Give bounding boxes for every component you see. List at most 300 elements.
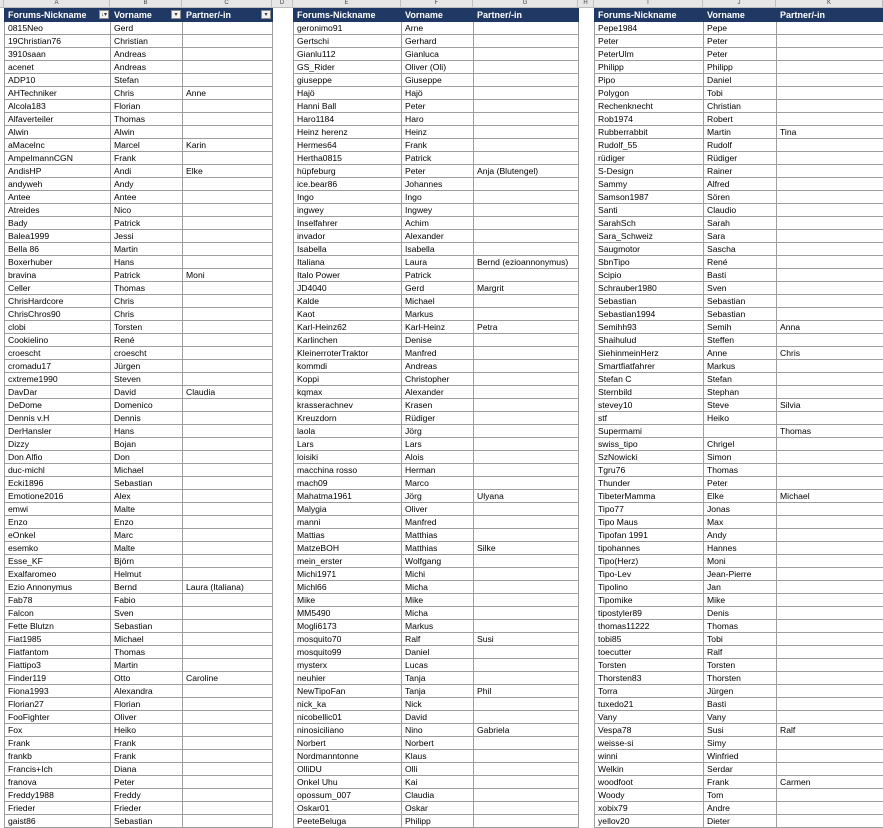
cell-nickname[interactable]: neuhier [294, 672, 402, 685]
header-partner[interactable] [183, 9, 273, 22]
cell-partner[interactable] [777, 763, 883, 776]
cell-partner[interactable] [474, 425, 579, 438]
cell-partner[interactable] [183, 113, 273, 126]
cell-vorname[interactable]: Patrick [402, 269, 474, 282]
cell-vorname[interactable]: David [111, 386, 183, 399]
cell-vorname[interactable]: Sascha [704, 243, 777, 256]
cell-vorname[interactable]: Manfred [402, 516, 474, 529]
cell-nickname[interactable]: Polygon [595, 87, 704, 100]
cell-partner[interactable] [474, 35, 579, 48]
cell-vorname[interactable]: Pepe [704, 22, 777, 35]
cell-vorname[interactable]: Sven [704, 282, 777, 295]
cell-partner[interactable] [183, 503, 273, 516]
cell-nickname[interactable]: Scipio [595, 269, 704, 282]
cell-partner[interactable] [474, 48, 579, 61]
cell-nickname[interactable]: Tipolino [595, 581, 704, 594]
cell-partner[interactable] [474, 373, 579, 386]
cell-vorname[interactable]: Enzo [111, 516, 183, 529]
cell-nickname[interactable]: Freddy1988 [5, 789, 111, 802]
cell-partner[interactable]: Chris [777, 347, 883, 360]
cell-nickname[interactable]: xobix79 [595, 802, 704, 815]
cell-partner[interactable] [777, 165, 883, 178]
cell-nickname[interactable]: esemko [5, 542, 111, 555]
cell-nickname[interactable]: Pepe1984 [595, 22, 704, 35]
cell-nickname[interactable]: Alwin [5, 126, 111, 139]
cell-partner[interactable] [777, 438, 883, 451]
cell-vorname[interactable]: Peter [402, 165, 474, 178]
cell-partner[interactable] [777, 282, 883, 295]
cell-vorname[interactable]: Sven [111, 607, 183, 620]
cell-nickname[interactable]: Tipo-Lev [595, 568, 704, 581]
cell-partner[interactable] [777, 61, 883, 74]
cell-nickname[interactable]: Thorsten83 [595, 672, 704, 685]
cell-nickname[interactable]: Enzo [5, 516, 111, 529]
cell-nickname[interactable]: Fette Blutzn [5, 620, 111, 633]
cell-nickname[interactable]: Supermami [595, 425, 704, 438]
cell-partner[interactable] [777, 412, 883, 425]
cell-nickname[interactable]: OlliDU [294, 763, 402, 776]
cell-vorname[interactable]: Christopher [402, 373, 474, 386]
cell-nickname[interactable]: S-Design [595, 165, 704, 178]
cell-partner[interactable] [183, 451, 273, 464]
cell-partner[interactable] [183, 360, 273, 373]
cell-vorname[interactable]: Ralf [402, 633, 474, 646]
cell-nickname[interactable]: Karl-Heinz62 [294, 321, 402, 334]
cell-partner[interactable] [183, 646, 273, 659]
cell-partner[interactable] [777, 633, 883, 646]
cell-nickname[interactable]: Kreuzdorn [294, 412, 402, 425]
cell-nickname[interactable]: Michl66 [294, 581, 402, 594]
cell-partner[interactable] [474, 74, 579, 87]
cell-vorname[interactable]: Thomas [111, 646, 183, 659]
cell-partner[interactable] [183, 659, 273, 672]
cell-nickname[interactable]: PeeteBeluga [294, 815, 402, 828]
cell-nickname[interactable]: NewTipoFan [294, 685, 402, 698]
cell-partner[interactable] [183, 399, 273, 412]
cell-partner[interactable] [183, 516, 273, 529]
cell-nickname[interactable]: Peter [595, 35, 704, 48]
cell-vorname[interactable]: Rudolf [704, 139, 777, 152]
cell-nickname[interactable]: Ezio Annonymus [5, 581, 111, 594]
cell-vorname[interactable]: Chrigel [704, 438, 777, 451]
cell-vorname[interactable]: Olli [402, 763, 474, 776]
cell-partner[interactable] [183, 477, 273, 490]
cell-nickname[interactable]: Shaihulud [595, 334, 704, 347]
cell-vorname[interactable]: Daniel [402, 646, 474, 659]
cell-vorname[interactable]: Sebastian [704, 308, 777, 321]
cell-partner[interactable] [474, 451, 579, 464]
cell-partner[interactable] [474, 464, 579, 477]
cell-partner[interactable] [777, 698, 883, 711]
cell-vorname[interactable]: Andreas [111, 48, 183, 61]
cell-partner[interactable]: Anna [777, 321, 883, 334]
cell-vorname[interactable]: René [111, 334, 183, 347]
cell-partner[interactable] [183, 555, 273, 568]
cell-vorname[interactable]: Heinz [402, 126, 474, 139]
cell-nickname[interactable]: stevey10 [595, 399, 704, 412]
cell-vorname[interactable]: Jan [704, 581, 777, 594]
cell-partner[interactable]: Anne [183, 87, 273, 100]
cell-partner[interactable] [474, 152, 579, 165]
cell-nickname[interactable]: Finder119 [5, 672, 111, 685]
cell-nickname[interactable]: Kaot [294, 308, 402, 321]
cell-vorname[interactable]: Patrick [111, 217, 183, 230]
cell-nickname[interactable]: Lars [294, 438, 402, 451]
cell-partner[interactable] [183, 22, 273, 35]
cell-vorname[interactable]: Alex [111, 490, 183, 503]
cell-partner[interactable] [474, 399, 579, 412]
cell-partner[interactable] [474, 581, 579, 594]
cell-partner[interactable] [474, 737, 579, 750]
cell-vorname[interactable]: Peter [704, 35, 777, 48]
cell-nickname[interactable]: hüpfeburg [294, 165, 402, 178]
cell-vorname[interactable]: Anne [704, 347, 777, 360]
cell-nickname[interactable]: Florian27 [5, 698, 111, 711]
cell-vorname[interactable]: Wolfgang [402, 555, 474, 568]
cell-nickname[interactable]: Gianlu112 [294, 48, 402, 61]
cell-nickname[interactable]: GS_Rider [294, 61, 402, 74]
cell-partner[interactable] [474, 139, 579, 152]
cell-nickname[interactable]: Tipo(Herz) [595, 555, 704, 568]
cell-vorname[interactable]: Frank [402, 139, 474, 152]
cell-nickname[interactable]: Malygia [294, 503, 402, 516]
cell-partner[interactable] [183, 152, 273, 165]
cell-vorname[interactable]: Oliver [402, 503, 474, 516]
cell-vorname[interactable]: Mike [704, 594, 777, 607]
cell-partner[interactable] [183, 295, 273, 308]
cell-partner[interactable] [183, 737, 273, 750]
cell-nickname[interactable]: Frank [5, 737, 111, 750]
cell-partner[interactable] [183, 100, 273, 113]
cell-partner[interactable] [777, 685, 883, 698]
cell-vorname[interactable]: Chris [111, 87, 183, 100]
cell-partner[interactable] [183, 698, 273, 711]
cell-partner[interactable] [777, 750, 883, 763]
cell-nickname[interactable]: yellov20 [595, 815, 704, 828]
cell-vorname[interactable]: Andi [111, 165, 183, 178]
cell-nickname[interactable]: Semihh93 [595, 321, 704, 334]
cell-partner[interactable] [777, 607, 883, 620]
cell-nickname[interactable]: Michi1971 [294, 568, 402, 581]
cell-vorname[interactable]: Andy [111, 178, 183, 191]
cell-vorname[interactable]: Michi [402, 568, 474, 581]
cell-nickname[interactable]: duc-michl [5, 464, 111, 477]
cell-partner[interactable] [777, 334, 883, 347]
header-partner[interactable] [777, 9, 883, 22]
cell-nickname[interactable]: Fiatfantom [5, 646, 111, 659]
cell-vorname[interactable]: Klaus [402, 750, 474, 763]
cell-nickname[interactable]: stf [595, 412, 704, 425]
cell-vorname[interactable]: Giuseppe [402, 74, 474, 87]
cell-nickname[interactable]: Sternbild [595, 386, 704, 399]
cell-nickname[interactable]: FooFighter [5, 711, 111, 724]
cell-partner[interactable] [777, 243, 883, 256]
column-letter-e[interactable]: E [293, 0, 401, 7]
cell-vorname[interactable]: Philipp [704, 61, 777, 74]
cell-vorname[interactable]: Alexandra [111, 685, 183, 698]
cell-partner[interactable] [777, 815, 883, 828]
cell-vorname[interactable]: Max [704, 516, 777, 529]
cell-nickname[interactable]: frankb [5, 750, 111, 763]
cell-nickname[interactable]: Rudolf_55 [595, 139, 704, 152]
cell-nickname[interactable]: ice.bear86 [294, 178, 402, 191]
cell-vorname[interactable]: Alois [402, 451, 474, 464]
cell-vorname[interactable]: Hans [111, 425, 183, 438]
cell-nickname[interactable]: 0815Neo [5, 22, 111, 35]
cell-nickname[interactable]: Torra [595, 685, 704, 698]
cell-partner[interactable] [474, 100, 579, 113]
cell-nickname[interactable]: loisiki [294, 451, 402, 464]
column-letter-c[interactable]: C [182, 0, 272, 7]
cell-partner[interactable]: Carmen [777, 776, 883, 789]
cell-vorname[interactable]: Alexander [402, 386, 474, 399]
cell-partner[interactable] [474, 412, 579, 425]
cell-vorname[interactable]: Sarah [704, 217, 777, 230]
cell-partner[interactable] [474, 555, 579, 568]
cell-vorname[interactable]: Sara [704, 230, 777, 243]
cell-vorname[interactable]: Vany [704, 711, 777, 724]
cell-partner[interactable] [183, 594, 273, 607]
cell-nickname[interactable]: kqmax [294, 386, 402, 399]
cell-partner[interactable] [474, 568, 579, 581]
cell-vorname[interactable]: Torsten [111, 321, 183, 334]
cell-partner[interactable] [474, 217, 579, 230]
cell-partner[interactable] [777, 308, 883, 321]
cell-vorname[interactable]: Elke [704, 490, 777, 503]
cell-nickname[interactable]: Tipo Maus [595, 516, 704, 529]
cell-nickname[interactable]: Rubberrabbit [595, 126, 704, 139]
cell-vorname[interactable]: Heiko [704, 412, 777, 425]
cell-partner[interactable] [183, 815, 273, 828]
cell-partner[interactable] [777, 516, 883, 529]
header-vorname[interactable] [402, 9, 474, 22]
cell-partner[interactable] [474, 529, 579, 542]
cell-vorname[interactable]: Moni [704, 555, 777, 568]
cell-vorname[interactable]: Stefan [704, 373, 777, 386]
cell-nickname[interactable]: Frieder [5, 802, 111, 815]
cell-partner[interactable] [777, 386, 883, 399]
cell-vorname[interactable]: Simon [704, 451, 777, 464]
cell-nickname[interactable]: Esse_KF [5, 555, 111, 568]
cell-partner[interactable] [183, 490, 273, 503]
cell-partner[interactable] [474, 113, 579, 126]
cell-nickname[interactable]: DavDar [5, 386, 111, 399]
cell-vorname[interactable]: Thomas [704, 464, 777, 477]
cell-vorname[interactable]: Frank [704, 776, 777, 789]
cell-vorname[interactable]: Malte [111, 542, 183, 555]
cell-vorname[interactable]: Domenico [111, 399, 183, 412]
cell-partner[interactable] [474, 698, 579, 711]
cell-nickname[interactable]: Antee [5, 191, 111, 204]
cell-vorname[interactable]: Tobi [704, 87, 777, 100]
cell-vorname[interactable]: Gerd [111, 22, 183, 35]
cell-partner[interactable] [474, 347, 579, 360]
cell-vorname[interactable]: Dieter [704, 815, 777, 828]
cell-nickname[interactable]: Alcola183 [5, 100, 111, 113]
cell-partner[interactable] [474, 386, 579, 399]
column-letter-a[interactable]: A [4, 0, 110, 7]
cell-partner[interactable] [474, 61, 579, 74]
cell-nickname[interactable]: Cookielino [5, 334, 111, 347]
cell-nickname[interactable]: KleinerroterTraktor [294, 347, 402, 360]
cell-nickname[interactable]: nick_ka [294, 698, 402, 711]
cell-vorname[interactable]: Denise [402, 334, 474, 347]
cell-partner[interactable] [777, 191, 883, 204]
cell-nickname[interactable]: AHTechniker [5, 87, 111, 100]
cell-vorname[interactable]: Simy [704, 737, 777, 750]
cell-nickname[interactable]: Mike [294, 594, 402, 607]
cell-partner[interactable] [474, 126, 579, 139]
cell-vorname[interactable]: Stephan [704, 386, 777, 399]
cell-vorname[interactable]: Martin [111, 243, 183, 256]
cell-partner[interactable] [183, 35, 273, 48]
cell-nickname[interactable]: Saugmotor [595, 243, 704, 256]
cell-nickname[interactable]: DerHansler [5, 425, 111, 438]
cell-partner[interactable] [777, 295, 883, 308]
cell-nickname[interactable]: Stefan C [595, 373, 704, 386]
column-letter-g[interactable]: G [473, 0, 578, 7]
cell-nickname[interactable]: Thunder [595, 477, 704, 490]
cell-nickname[interactable]: Pipo [595, 74, 704, 87]
cell-nickname[interactable]: thomas11222 [595, 620, 704, 633]
cell-partner[interactable] [777, 269, 883, 282]
cell-vorname[interactable]: Hajö [402, 87, 474, 100]
filter-dropdown-icon[interactable]: ▾ [171, 10, 181, 19]
cell-vorname[interactable]: Ingo [402, 191, 474, 204]
cell-nickname[interactable]: Falcon [5, 607, 111, 620]
cell-nickname[interactable]: ninosiciliano [294, 724, 402, 737]
cell-nickname[interactable]: aMacelnc [5, 139, 111, 152]
cell-nickname[interactable]: Rechenknecht [595, 100, 704, 113]
cell-vorname[interactable]: Thomas [111, 113, 183, 126]
cell-nickname[interactable]: Fiat1985 [5, 633, 111, 646]
cell-vorname[interactable]: Jessi [111, 230, 183, 243]
cell-vorname[interactable]: Andreas [111, 61, 183, 74]
cell-partner[interactable] [474, 22, 579, 35]
cell-nickname[interactable]: Hertha0815 [294, 152, 402, 165]
cell-partner[interactable]: Caroline [183, 672, 273, 685]
cell-partner[interactable] [777, 529, 883, 542]
cell-vorname[interactable]: Peter [704, 48, 777, 61]
cell-nickname[interactable]: Santi [595, 204, 704, 217]
cell-partner[interactable] [777, 568, 883, 581]
cell-vorname[interactable]: Torsten [704, 659, 777, 672]
cell-partner[interactable] [777, 646, 883, 659]
cell-vorname[interactable]: Ingwey [402, 204, 474, 217]
cell-vorname[interactable]: Tom [704, 789, 777, 802]
cell-nickname[interactable]: macchina rosso [294, 464, 402, 477]
cell-partner[interactable]: Michael [777, 490, 883, 503]
cell-partner[interactable] [777, 789, 883, 802]
cell-partner[interactable] [183, 425, 273, 438]
cell-partner[interactable] [777, 477, 883, 490]
cell-vorname[interactable]: Laura [402, 256, 474, 269]
cell-nickname[interactable]: 3910saan [5, 48, 111, 61]
cell-nickname[interactable]: swiss_tipo [595, 438, 704, 451]
cell-vorname[interactable]: Lars [402, 438, 474, 451]
cell-nickname[interactable]: Hermes64 [294, 139, 402, 152]
cell-nickname[interactable]: Mogli6173 [294, 620, 402, 633]
cell-partner[interactable]: Karin [183, 139, 273, 152]
header-vorname[interactable] [704, 9, 777, 22]
cell-nickname[interactable]: rüdiger [595, 152, 704, 165]
cell-vorname[interactable]: Thomas [704, 620, 777, 633]
cell-partner[interactable] [777, 100, 883, 113]
cell-vorname[interactable]: Markus [704, 360, 777, 373]
cell-vorname[interactable]: Frieder [111, 802, 183, 815]
cell-vorname[interactable]: Marco [402, 477, 474, 490]
cell-nickname[interactable]: ChrisHardcore [5, 295, 111, 308]
cell-vorname[interactable]: Florian [111, 100, 183, 113]
cell-partner[interactable] [183, 724, 273, 737]
cell-vorname[interactable]: Frank [111, 750, 183, 763]
cell-vorname[interactable]: Arne [402, 22, 474, 35]
cell-vorname[interactable]: Marc [111, 529, 183, 542]
cell-nickname[interactable]: tipohannes [595, 542, 704, 555]
cell-partner[interactable] [777, 87, 883, 100]
cell-partner[interactable] [777, 204, 883, 217]
cell-partner[interactable] [183, 74, 273, 87]
cell-partner[interactable] [777, 113, 883, 126]
cell-nickname[interactable]: MM5490 [294, 607, 402, 620]
cell-vorname[interactable]: Winfried [704, 750, 777, 763]
cell-nickname[interactable]: Ingo [294, 191, 402, 204]
cell-nickname[interactable]: Mahatma1961 [294, 490, 402, 503]
cell-nickname[interactable]: opossum_007 [294, 789, 402, 802]
cell-nickname[interactable]: JD4040 [294, 282, 402, 295]
cell-partner[interactable] [777, 737, 883, 750]
cell-partner[interactable] [474, 243, 579, 256]
cell-vorname[interactable]: Basti [704, 269, 777, 282]
cell-vorname[interactable]: Christian [111, 35, 183, 48]
cell-nickname[interactable]: Don Alfio [5, 451, 111, 464]
cell-vorname[interactable]: Claudio [704, 204, 777, 217]
cell-vorname[interactable]: Herman [402, 464, 474, 477]
cell-nickname[interactable]: Samson1987 [595, 191, 704, 204]
cell-vorname[interactable]: Andy [704, 529, 777, 542]
cell-vorname[interactable]: Peter [402, 100, 474, 113]
cell-vorname[interactable]: Frank [111, 152, 183, 165]
cell-vorname[interactable]: Nico [111, 204, 183, 217]
cell-nickname[interactable]: Philipp [595, 61, 704, 74]
cell-nickname[interactable]: Hanni Ball [294, 100, 402, 113]
cell-nickname[interactable]: Bella 86 [5, 243, 111, 256]
cell-nickname[interactable]: Karlinchen [294, 334, 402, 347]
cell-nickname[interactable]: andyweh [5, 178, 111, 191]
cell-vorname[interactable]: Isabella [402, 243, 474, 256]
cell-vorname[interactable]: Christian [704, 100, 777, 113]
cell-partner[interactable] [183, 347, 273, 360]
cell-partner[interactable]: Silvia [777, 399, 883, 412]
cell-partner[interactable] [183, 464, 273, 477]
cell-vorname[interactable]: Matthias [402, 542, 474, 555]
cell-nickname[interactable]: Emotione2016 [5, 490, 111, 503]
cell-nickname[interactable]: Koppi [294, 373, 402, 386]
cell-vorname[interactable]: Tanja [402, 685, 474, 698]
column-letter-d[interactable]: D [272, 0, 293, 7]
cell-partner[interactable] [183, 282, 273, 295]
cell-partner[interactable] [474, 672, 579, 685]
cell-nickname[interactable]: Inselfahrer [294, 217, 402, 230]
cell-partner[interactable] [183, 126, 273, 139]
cell-vorname[interactable]: Nino [402, 724, 474, 737]
cell-nickname[interactable]: mosquito70 [294, 633, 402, 646]
cell-vorname[interactable]: Claudia [402, 789, 474, 802]
cell-vorname[interactable]: Krasen [402, 399, 474, 412]
cell-partner[interactable]: Thomas [777, 425, 883, 438]
cell-vorname[interactable]: Oliver [111, 711, 183, 724]
cell-nickname[interactable]: PeterUlm [595, 48, 704, 61]
